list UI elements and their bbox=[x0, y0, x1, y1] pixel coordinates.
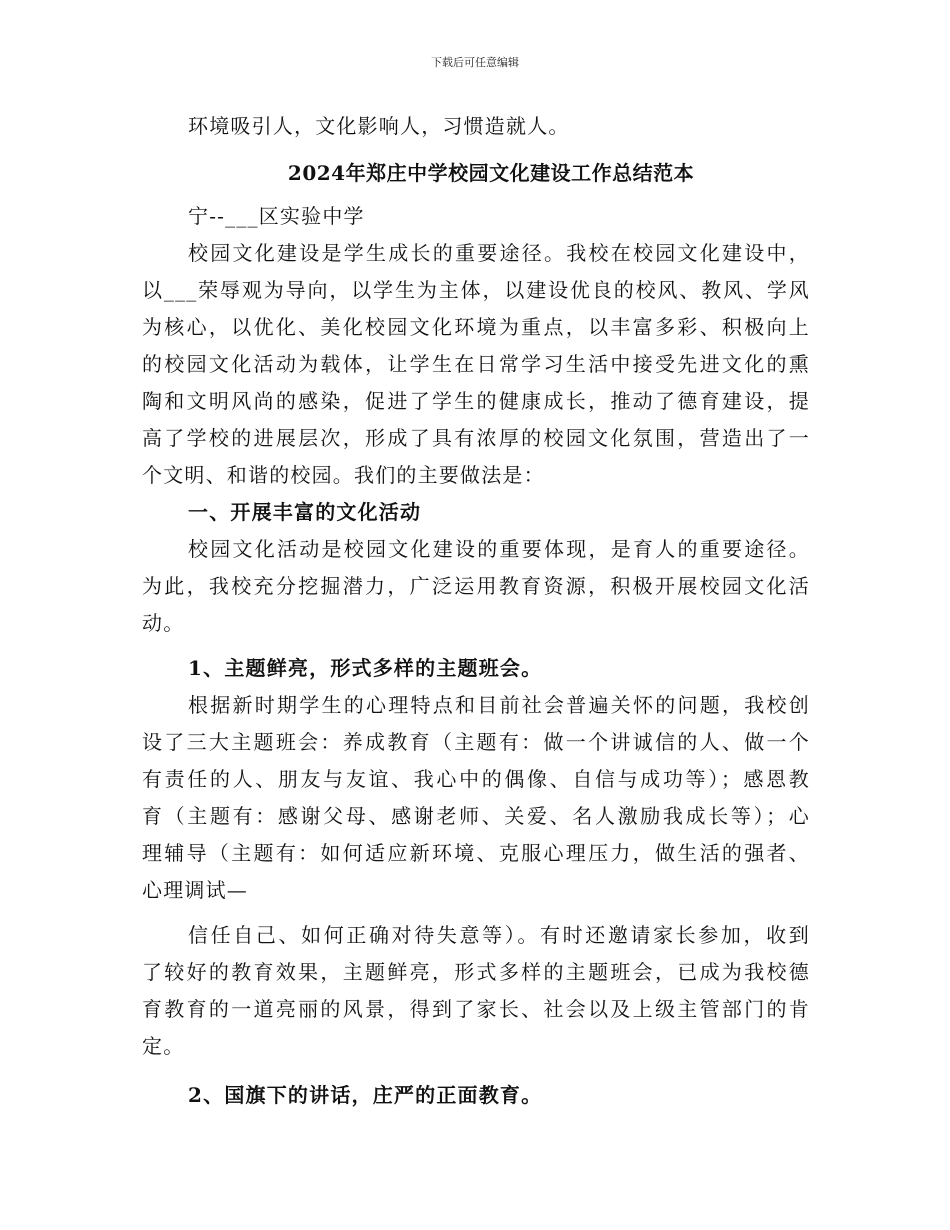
paragraph-line: 信任自己、如何正确对待失意等）。有时还邀请家长参加，收到 bbox=[188, 923, 810, 947]
paragraph-line: 为此，我校充分挖掘潜力，广泛运用教育资源，积极开展校园文化活 bbox=[142, 574, 810, 598]
paragraph-line: 根据新时期学生的心理特点和目前社会普遍关怀的问题，我校创 bbox=[188, 693, 810, 717]
paragraph-line: 个文明、和谐的校园。我们的主要做法是： bbox=[142, 463, 545, 487]
paragraph-line: 定。 bbox=[142, 1034, 185, 1058]
paragraph-line: 动。 bbox=[142, 611, 185, 635]
paragraph-3 bbox=[142, 687, 810, 909]
page-header-note: 下载后可任意编辑 bbox=[431, 56, 519, 69]
paragraph-line: 设了三大主题班会：养成教育（主题有：做一个讲诚信的人、做一个 bbox=[142, 730, 810, 754]
paragraph-line: 的校园文化活动为载体，让学生在日常学习生活中接受先进文化的熏 bbox=[142, 352, 810, 376]
paragraph-line: 校园文化活动是校园文化建设的重要体现，是育人的重要途径。 bbox=[188, 537, 810, 561]
document-title: 2024年郑庄中学校园文化建设工作总结范本 bbox=[287, 161, 695, 185]
intro-line: 环境吸引人，文化影响人，习惯造就人。 bbox=[188, 114, 570, 138]
document-body bbox=[142, 108, 810, 1114]
paragraph-line: 育教育的一道亮丽的风景，得到了家长、社会以及上级主管部门的肯 bbox=[142, 997, 810, 1021]
paragraph-1 bbox=[142, 235, 810, 494]
paragraph-line: 为核心，以优化、美化校园文化环境为重点，以丰富多彩、积极向上 bbox=[142, 315, 810, 339]
paragraph-line: 心理调试— bbox=[142, 878, 248, 902]
paragraph-line: 有责任的人、朋友与友谊、我心中的偶像、自信与成功等）；感恩教 bbox=[142, 767, 810, 791]
paragraph-line: 以___荣辱观为导向，以学生为主体，以建设优良的校风、教风、学风 bbox=[142, 278, 810, 302]
paragraph-line: 校园文化建设是学生成长的重要途径。我校在校园文化建设中， bbox=[188, 241, 810, 265]
paragraph-line: 了较好的教育效果，主题鲜亮，形式多样的主题班会，已成为我校德 bbox=[142, 960, 810, 984]
section-heading-3: 2、国旗下的讲话，庄严的正面教育。 bbox=[188, 1083, 543, 1107]
paragraph-line: 理辅导（主题有：如何适应新环境、克服心理压力，做生活的强者、 bbox=[142, 841, 810, 865]
paragraph-4 bbox=[142, 917, 810, 1065]
paragraph-line: 高了学校的进展层次，形成了具有浓厚的校园文化氛围，营造出了一 bbox=[142, 426, 810, 450]
paragraph-2 bbox=[142, 531, 810, 642]
paragraph-line: 陶和文明风尚的感染，促进了学生的健康成长，推动了德育建设，提 bbox=[142, 389, 810, 413]
school-line: 宁--___区实验中学 bbox=[188, 204, 365, 228]
section-heading-2: 1、主题鲜亮，形式多样的主题班会。 bbox=[188, 656, 543, 680]
section-heading-1: 一、开展丰富的文化活动 bbox=[188, 500, 422, 524]
paragraph-line: 育（主题有：感谢父母、感谢老师、关爱、名人激励我成长等）；心 bbox=[142, 804, 810, 828]
